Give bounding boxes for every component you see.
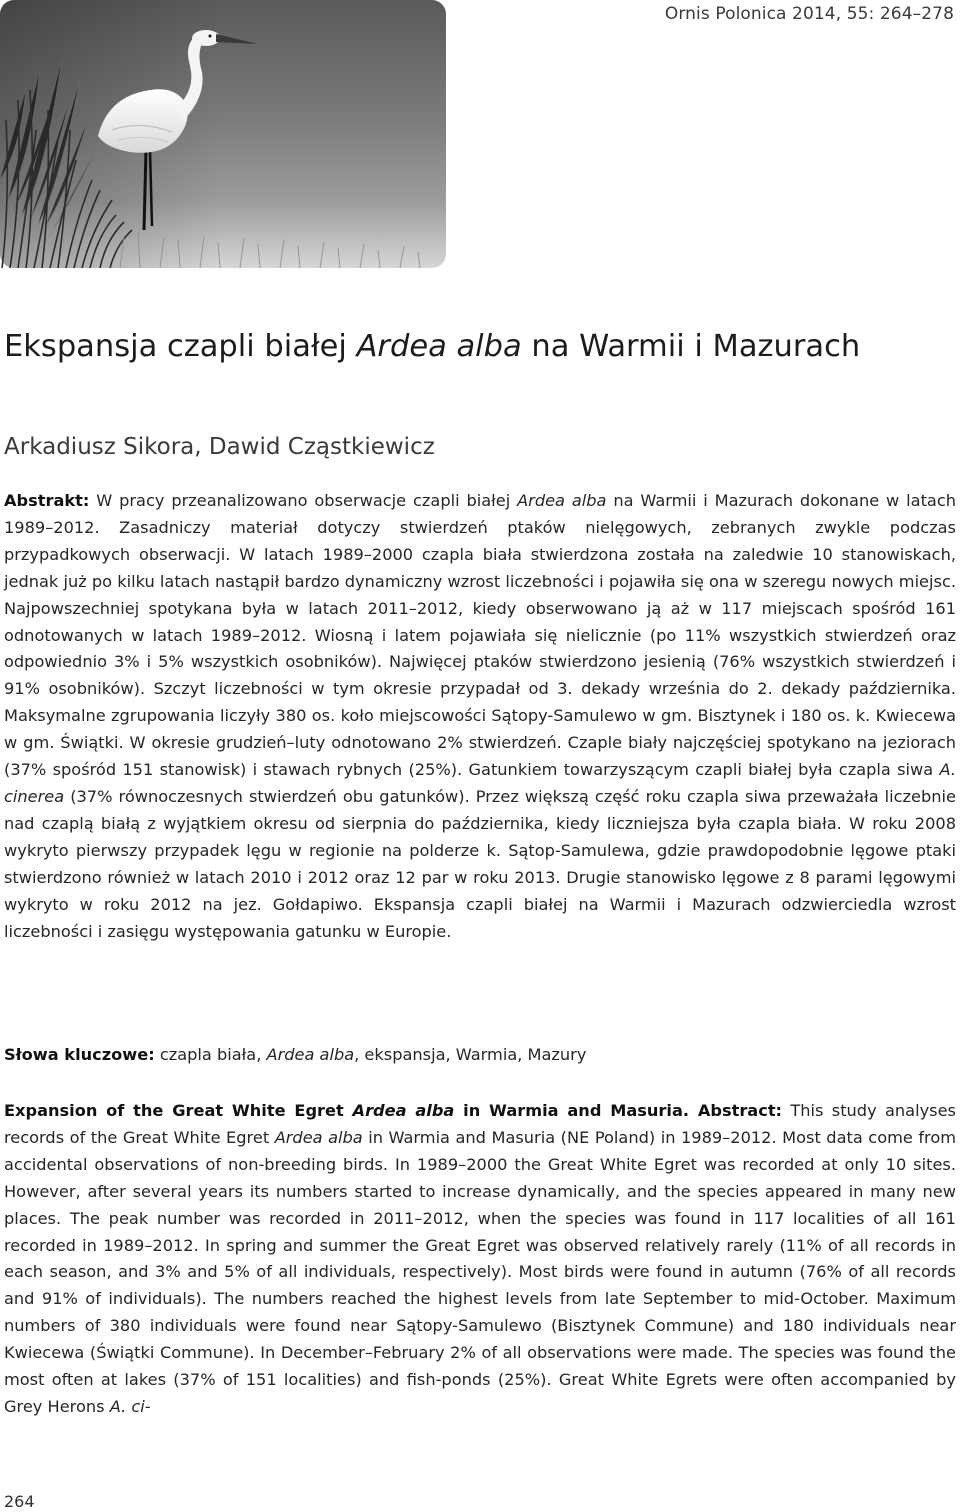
keywords: Słowa kluczowe: czapla biała, Ardea alba, ekspansja, Warmia, Mazury bbox=[4, 1045, 587, 1064]
abstract-pl: Abstrakt: W pracy przeanalizowano obserwacje czapli białej Ardea alba na Warmii i Mazurach dokonane w latach 1989–2012. Zasadniczy materiał dotyczy stwierdzeń ptaków nielęgowych, zebranych zwykle podczas przypadkowych obserwacji. W latach 1989–2000 czapla biała stwierdzona została na zaledwie 10 stanowiskach, jednak już po kilku latach nastąpił bardzo dynamiczny wzrost liczebności i pojawiła się ona w szeregu nowych miejsc. Najpowszechniej spotykana była w latach 2011–2012, kiedy obserwowano ją aż w 117 miejscach spośród 161 odnotowanych w latach 1989–2012. Wiosną i latem pojawiała się nielicznie (po 11% wszystkich stwierdzeń oraz odpowiednio 3% i 5% wszystkich osobników). Najwięcej ptaków stwierdzono jesienią (76% wszystkich stwierdzeń i 91% osobników). Szczyt liczebności w tym okresie przypadał od 3. dekady września do 2. dekady października. Maksymalne zgrupowania liczyły 380 os. koło miejscowości Sątopy-Samulewo w gm. Bisztynek i 180 os. k. Kwiecewa w gm. Świątki. W okresie grudzień–luty odnotowano 2% stwierdzeń. Czaple biały najczęściej spotykano na jeziorach (37% spośród 151 stanowisk) i stawach rybnych (25%). Gatunkiem towarzyszącym czapli białej była czapla siwa A. cinerea (37% równoczesnych stwierdzeń obu gatunków). Przez większą część roku czapla siwa przeważała liczebnie nad czaplą białą z wyjątkiem okresu od sierpnia do października, kiedy liczniejsza była czapla biała. W roku 2008 wykryto pierwszy przypadek lęgu w regionie na polderze k. Sątop-Samulewa, gdzie prawdopodobnie lęgowe ptaki stwierdzono również w latach 2010 i 2012 oraz 12 par w roku 2013. Drugie stanowisko lęgowe z 8 parami lęgowymi wykryto w roku 2012 na jez. Gołdapiwo. Ekspansja czapli białej na Warmii i Mazurach odzwierciedla wzrost liczebności i zasięgu występowania gatunku w Europie. bbox=[4, 491, 956, 941]
article-title: Ekspansja czapli białej Ardea alba na Warmii i Mazurach bbox=[4, 329, 861, 364]
abstract-pl-label: Abstrakt: bbox=[4, 491, 90, 510]
egret-illustration bbox=[0, 0, 446, 268]
keywords-label: Słowa kluczowe: bbox=[4, 1045, 155, 1064]
page-number: 264 bbox=[4, 1492, 35, 1511]
title-species: Ardea alba bbox=[356, 329, 522, 364]
authors: Arkadiusz Sikora, Dawid Cząstkiewicz bbox=[4, 434, 435, 460]
abstract-en: Expansion of the Great White Egret Ardea alba in Warmia and Masuria. Abstract: This study analyses records of the Great White Egret Ardea alba in Warmia and Masuria (NE Poland) in 1989–2012. Most data come from accidental observations of non-breeding birds. In 1989–2000 the Great White Egret was recorded at only 10 sites. However, after several years its numbers started to increase dynamically, and the species appeared in many new places. The peak number was recorded in 2011–2012, when the species was found in 117 localities of all 161 recorded in 1989–2012. In spring and summer the Great Egret was observed relatively rarely (11% of all records in each season, and 3% and 5% of all individuals, respectively). Most birds were found in autumn (76% of all records and 91% of individuals). The numbers reached the highest levels from late September to mid-October. Maximum numbers of 380 individuals were found near Sątopy-Samulewo (Bisztynek Commune) and 180 individuals near Kwiecewa (Świątki Commune). In December–February 2% of all observations were made. The species was found the most often at lakes (37% of 151 localities) and fish-ponds (25%). Great White Egrets were often accompanied by Grey Herons A. ci- bbox=[4, 1101, 957, 1416]
journal-citation: Ornis Polonica 2014, 55: 264–278 bbox=[664, 4, 954, 24]
abstract-en-title: Expansion of the Great White Egret bbox=[4, 1101, 353, 1120]
